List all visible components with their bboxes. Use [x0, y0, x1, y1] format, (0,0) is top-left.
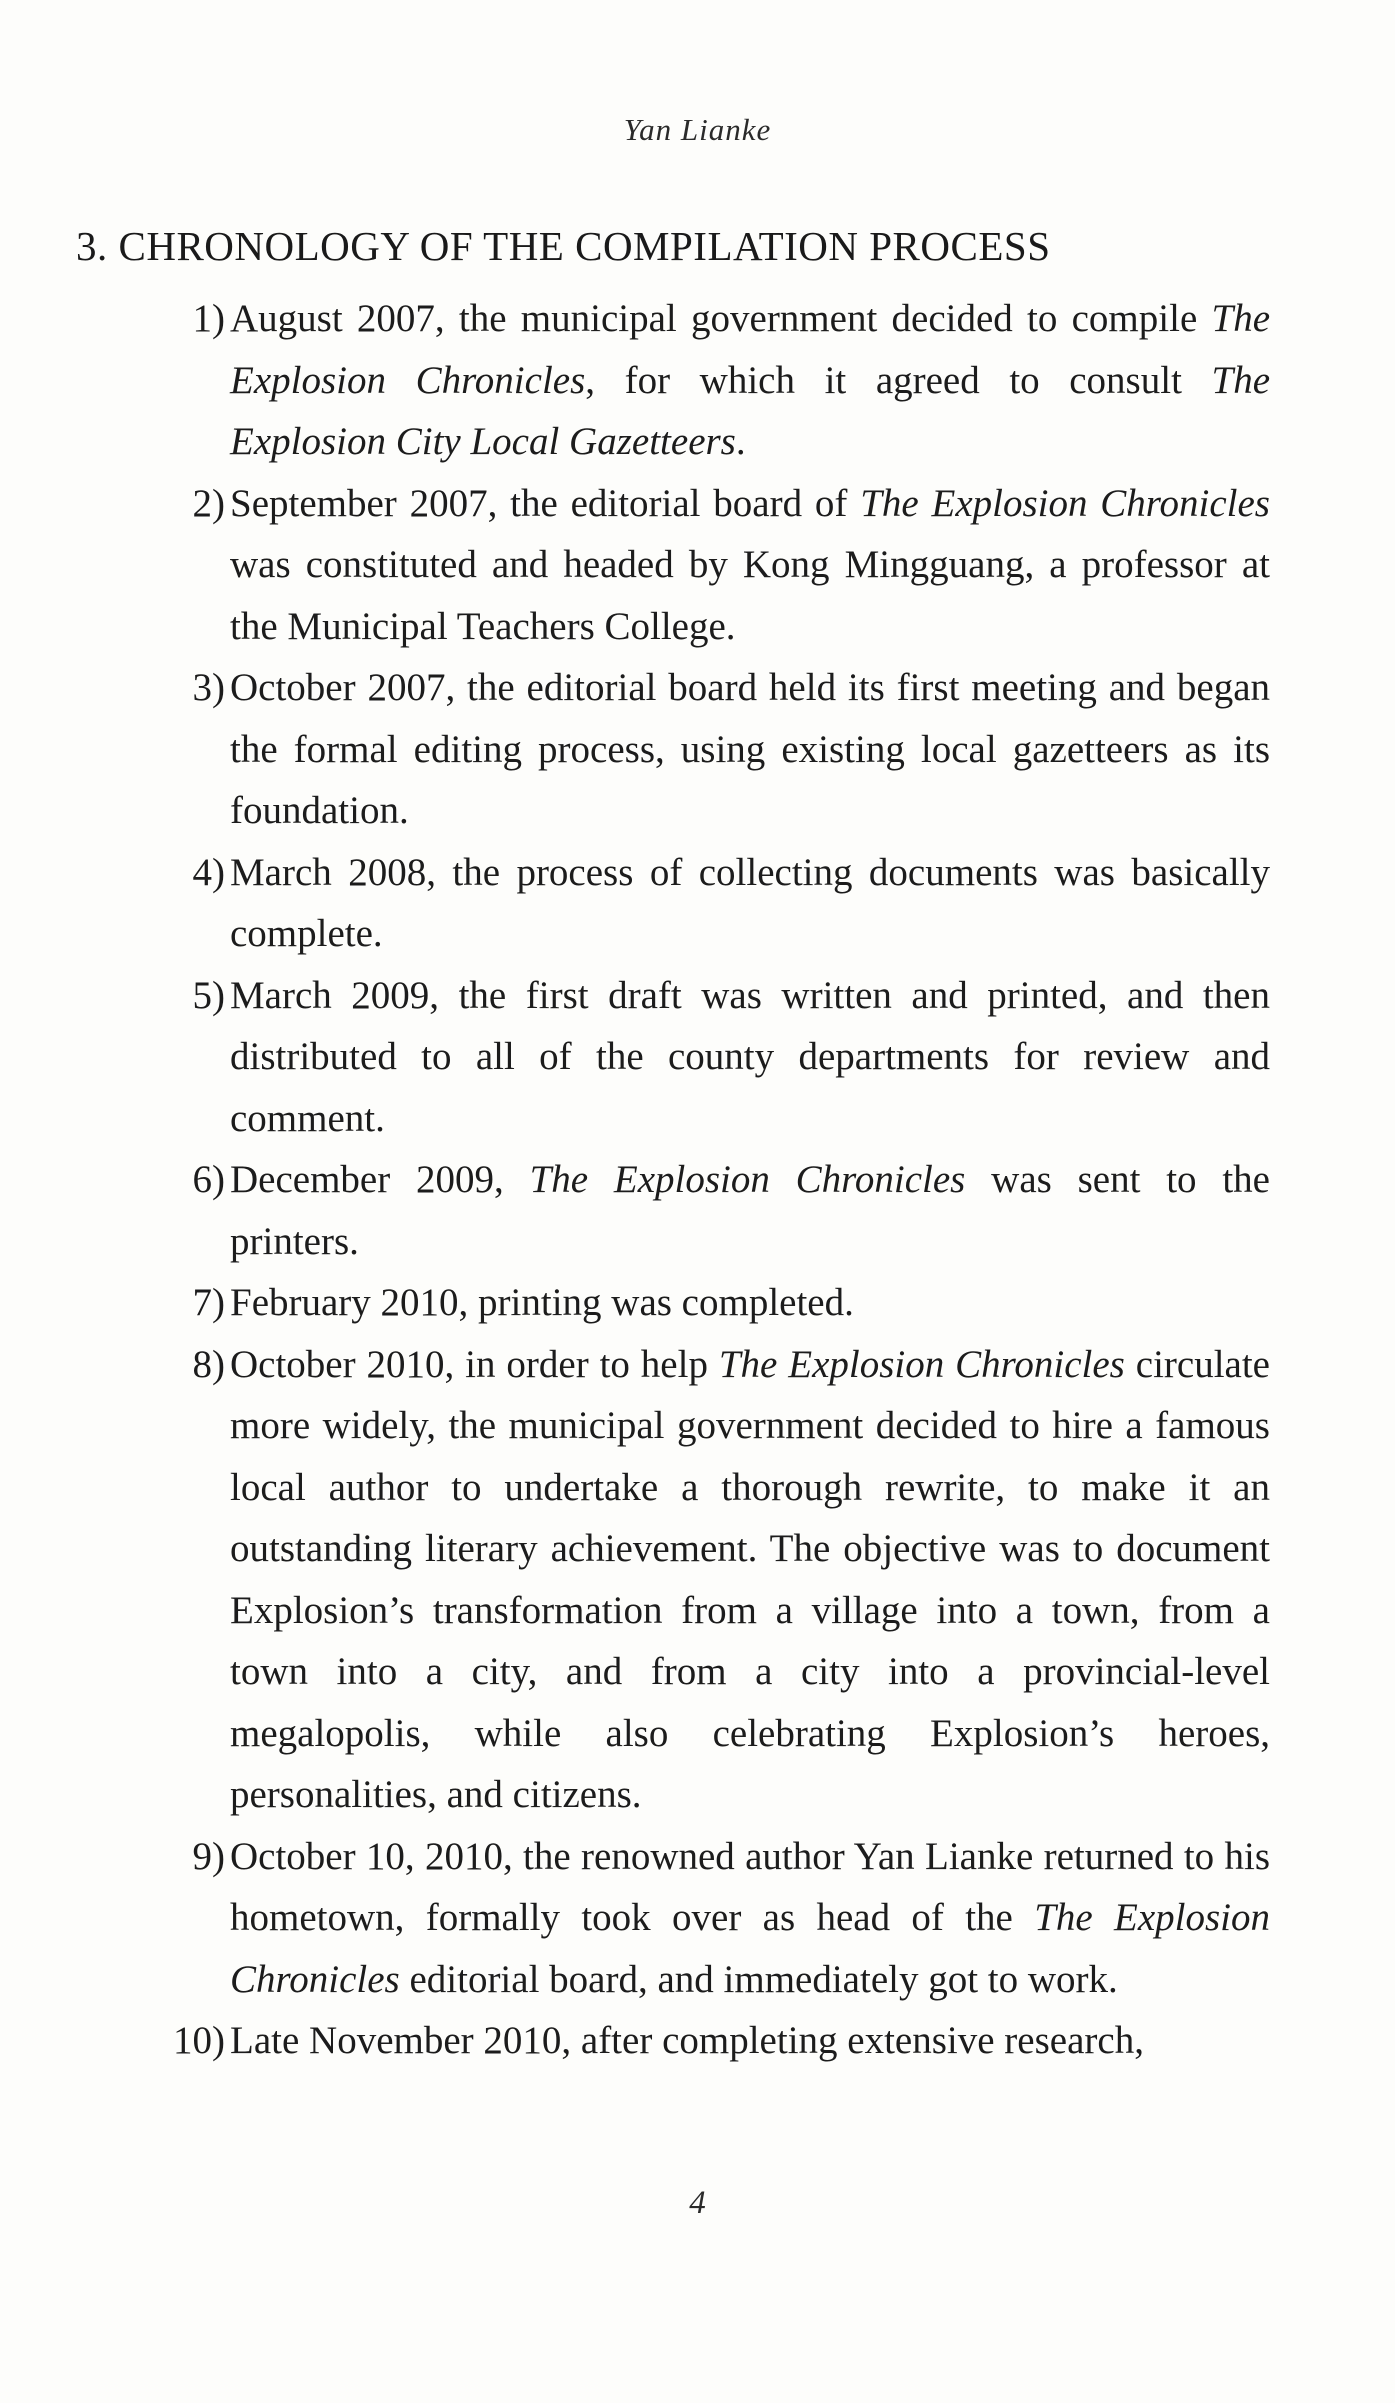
entry-text — [230, 965, 1270, 1150]
entry-text-segment: October 2007, the editorial board held its first meeting and began the formal editing process, using existing local gazetteers as its foundation. — [230, 666, 1270, 832]
chronology-entry — [0, 1272, 1395, 1334]
entry-number: 6) — [192, 1158, 225, 1201]
entry-text-segment: October 10, 2010, the renowned author Yan Lianke returned to his hometown, formally took over as head of the — [230, 1834, 1270, 1939]
entry-text-segment: March 2008, the process of collecting documents was basically complete. — [230, 850, 1270, 955]
entry-text-segment: editorial board, and immediately got to work. — [399, 1957, 1118, 2001]
chronology-entry — [0, 1826, 1395, 2011]
entry-number: 7) — [192, 1281, 225, 1324]
entry-number: 3) — [192, 666, 225, 709]
chronology-entry — [0, 2010, 1395, 2072]
entry-text — [230, 1149, 1270, 1272]
chronology-entry — [0, 473, 1395, 658]
entry-number: 10) — [173, 2019, 225, 2062]
entry-text — [230, 1826, 1270, 2011]
entry-text-segment: October 2010, in order to help — [230, 1342, 719, 1386]
entry-text-segment: circulate more widely, the municipal government decided to hire a famous local author to undertake a thorough rewrite, to make it an outstanding literary achievement. The objective was to document Explosion’s transformation from a village into a town, from a town into a city, and from a city into a provincial-level megalopolis, while also celebrating Explosion’s heroes, personalities, and citizens. — [230, 1342, 1270, 1816]
entry-text-segment: February 2010, printing was completed. — [230, 1281, 854, 1324]
book-title-italic: The Explosion Chronicles — [860, 481, 1270, 525]
entry-text — [230, 2010, 1270, 2072]
chronology-entry — [0, 657, 1395, 842]
entry-text — [230, 1334, 1270, 1826]
book-title-italic: The Explosion Chronicles — [718, 1342, 1125, 1386]
entry-text — [230, 473, 1270, 658]
running-head: Yan Lianke — [623, 112, 772, 147]
page-number: 4 — [689, 2185, 706, 2221]
entry-text — [230, 1272, 1270, 1334]
book-title-italic: The Explosion City Local Gazetteers — [230, 358, 1270, 463]
chronology-list — [0, 288, 1395, 2072]
entry-number: 9) — [192, 1834, 225, 1878]
book-title-italic: The Explosion Chronicles — [230, 1896, 1270, 2001]
chronology-entry — [0, 1334, 1395, 1826]
entry-text-segment: August 2007, the municipal government decided to compile — [230, 297, 1212, 340]
book-title-italic: The Explosion Chronicles — [529, 1158, 966, 1201]
entry-text-segment: Late November 2010, after completing extensive research, — [230, 2019, 1144, 2062]
entry-text — [230, 288, 1270, 473]
entry-number: 5) — [192, 973, 225, 1017]
entry-number: 4) — [192, 850, 225, 894]
entry-text-segment: . — [735, 420, 746, 463]
entry-text-segment: , for which it agreed to consult — [585, 358, 1212, 402]
entry-text-segment: was sent to the printers. — [230, 1158, 1270, 1263]
chronology-entry — [0, 288, 1395, 473]
entry-number: 1) — [192, 297, 225, 340]
entry-number: 2) — [192, 481, 225, 525]
entry-text-segment: December 2009, — [230, 1158, 530, 1201]
entry-text-segment: was constituted and headed by Kong Mingguang, a professor at the Municipal Teachers College. — [230, 543, 1270, 648]
chronology-entry — [0, 965, 1395, 1150]
section-heading: 3. CHRONOLOGY OF THE COMPILATION PROCESS — [76, 223, 1051, 269]
book-title-italic: The Explosion Chronicles — [230, 297, 1270, 402]
entry-number: 8) — [192, 1342, 225, 1386]
entry-text — [230, 842, 1270, 965]
entry-text-segment: March 2009, the first draft was written and printed, and then distributed to all of the county departments for review and comment. — [230, 973, 1270, 1140]
entry-text — [230, 657, 1270, 842]
chronology-entry — [0, 842, 1395, 965]
entry-text-segment: September 2007, the editorial board of — [230, 481, 861, 525]
chronology-entry — [0, 1149, 1395, 1272]
